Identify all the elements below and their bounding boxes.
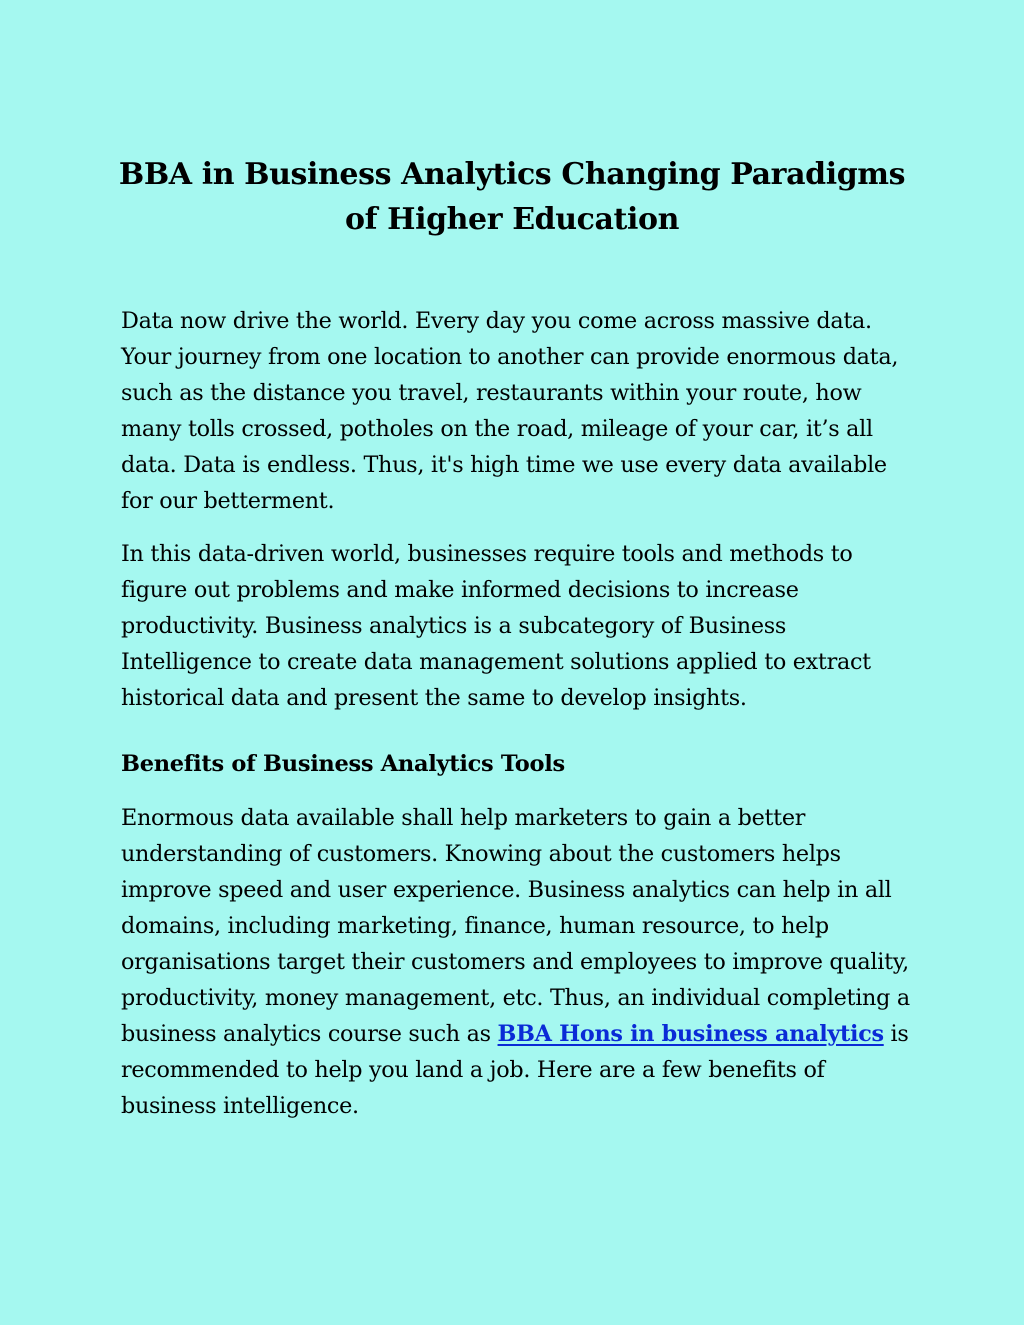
bba-hons-link[interactable]: BBA Hons in business analytics	[497, 1021, 884, 1047]
benefits-paragraph	[121, 800, 911, 1124]
benefits-text-before-link: Enormous data available shall help marketers to gain a better understanding of customers. Knowing about the customers helps improve speed and user experience. Business analytics can help in all domains, including marketing, finance, human resource, to help organisations target their customers and employees to improve quality, productivity, money management, etc. Thus, an individual completing a business analytics course such as	[121, 805, 910, 1047]
intro-paragraph: Data now drive the world. Every day you come across massive data. Your journey from one location to another can provide enormous data, such as the distance you travel, restaurants within your route, how many tolls crossed, potholes on the road, mileage of your car, it’s all data. Data is endless. Thus, it's high time we use every data available for our betterment.	[121, 308, 899, 514]
document-title: BBA in Business Analytics Changing Paradigms of Higher Education	[118, 157, 906, 237]
section-heading: Benefits of Business Analytics Tools	[121, 751, 565, 777]
benefits-text-after-link: is recommended to help you land a job. Here are a few benefits of business intelligence.	[121, 1021, 909, 1119]
second-paragraph: In this data-driven world, businesses require tools and methods to figure out problems and make informed decisions to increase productivity. Business analytics is a subcategory of Business Intelligence to create data management solutions applied to extract historical data and present the same to develop insights.	[121, 541, 871, 711]
